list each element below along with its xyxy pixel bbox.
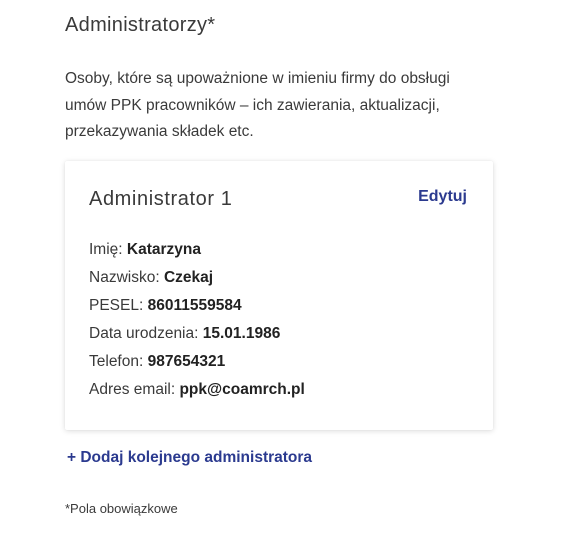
- field-label: PESEL:: [89, 297, 144, 314]
- field-value: ppk@coamrch.pl: [179, 381, 305, 398]
- field-value: Katarzyna: [126, 241, 201, 258]
- field-value: 15.01.1986: [202, 325, 281, 342]
- field-value: 86011559584: [147, 297, 242, 314]
- edit-administrator-link[interactable]: Edytuj: [418, 188, 467, 205]
- administrator-card-title: Administrator 1: [89, 188, 233, 210]
- administrator-card: [65, 161, 493, 430]
- field-value: Czekaj: [163, 269, 214, 286]
- field-label: Adres email:: [89, 381, 176, 398]
- field-label: Imię:: [89, 241, 123, 258]
- field-birth-date: [89, 320, 305, 348]
- field-pesel: [89, 292, 305, 320]
- field-label: Data urodzenia:: [89, 325, 199, 342]
- field-label: Telefon:: [89, 353, 144, 370]
- add-administrator-link[interactable]: + Dodaj kolejnego administratora: [67, 449, 313, 466]
- field-label: Nazwisko:: [89, 269, 160, 286]
- field-email: [89, 376, 305, 404]
- field-phone: [89, 348, 305, 376]
- section-title: Administratorzy*: [65, 14, 216, 36]
- field-last-name: [89, 264, 305, 292]
- field-value: 987654321: [147, 353, 226, 370]
- field-first-name: [89, 236, 305, 264]
- section-description: Osoby, które są upoważnione w imieniu firmy do obsługi umów PPK pracowników – ich zawierania, aktualizacji, przekazywania składek etc.: [65, 70, 450, 140]
- administrator-details: [89, 236, 305, 404]
- required-fields-footnote: *Pola obowiązkowe: [65, 501, 178, 516]
